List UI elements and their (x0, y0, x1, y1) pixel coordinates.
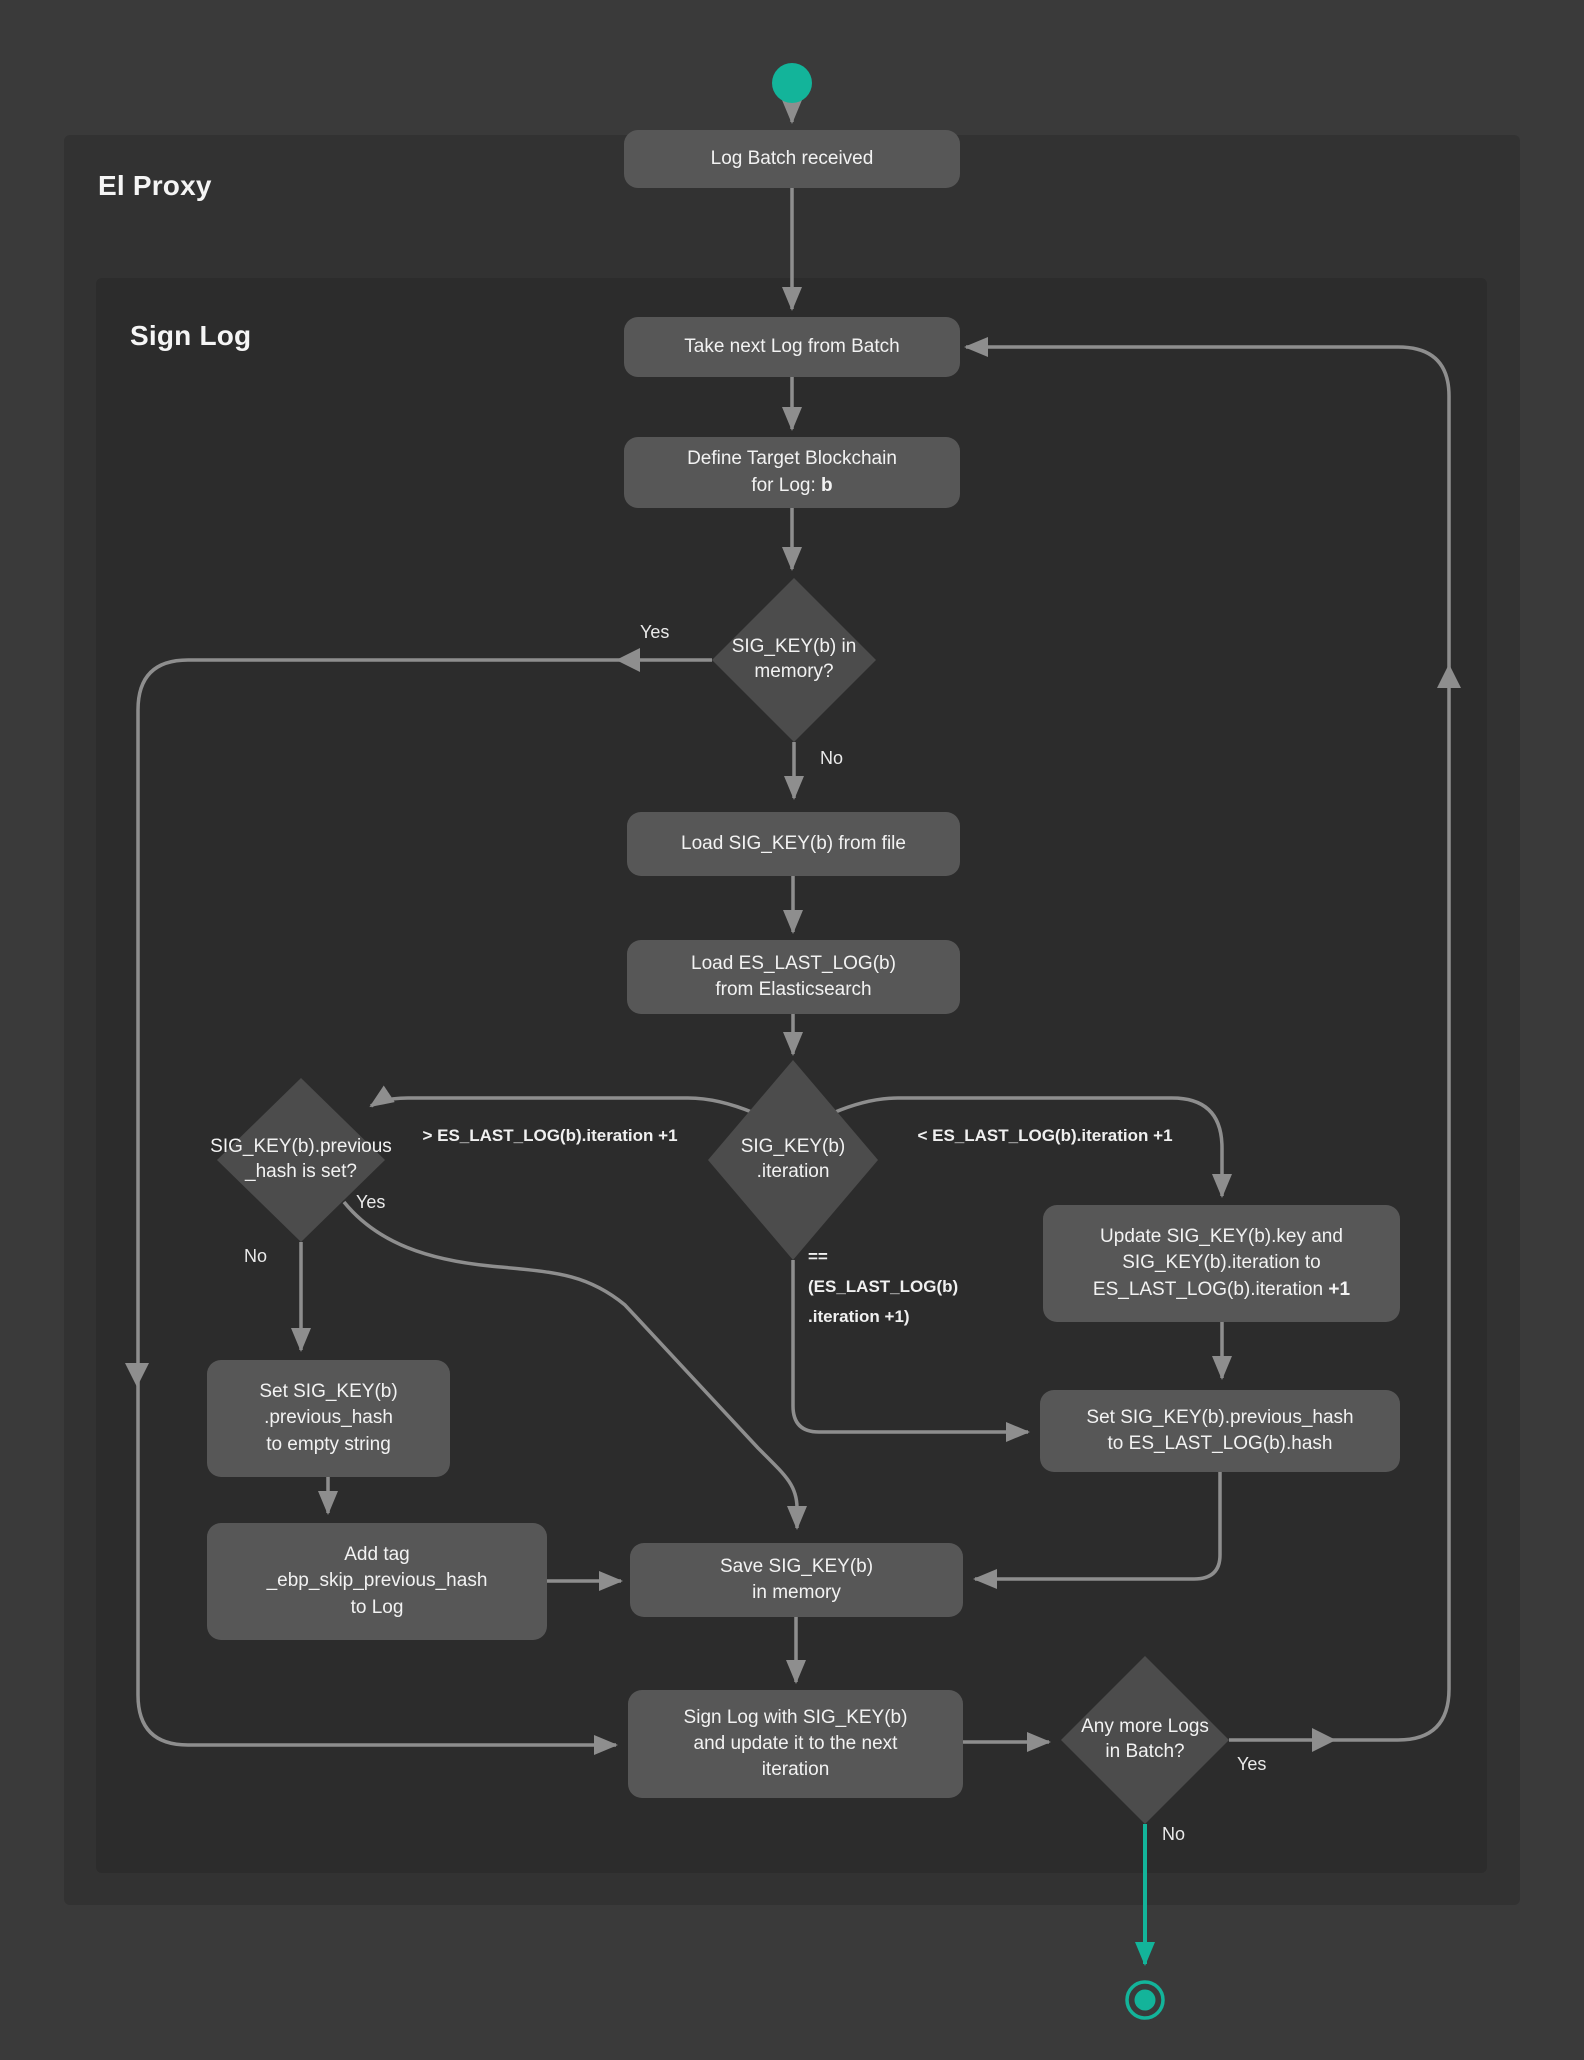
node-define-target-blockchain: Define Target Blockchain for Log: b (624, 437, 960, 508)
label-d4-yes: Yes (1237, 1754, 1267, 1774)
start-node (772, 63, 812, 103)
edge-setprev-to-save (975, 1472, 1220, 1579)
node-save-sigkey-memory: Save SIG_KEY(b) in memory (630, 1543, 963, 1617)
decision-text-any-more-logs: Any more Logs in Batch? (1081, 1716, 1209, 1763)
label-d2-equal: == (ES_LAST_LOG(b) .iteration +1) (808, 1247, 959, 1326)
node-set-prevhash-eslast: Set SIG_KEY(b).previous_hash to ES_LAST_LOG(b).hash (1040, 1390, 1400, 1472)
label-d1-no: No (820, 748, 844, 768)
label-d2-less: < ES_LAST_LOG(b).iteration +1 (917, 1126, 1173, 1145)
end-node (1127, 1982, 1163, 2018)
label-d4-no: No (1162, 1824, 1186, 1844)
el-proxy-title: El Proxy (98, 170, 212, 201)
sign-log-title: Sign Log (130, 320, 252, 351)
mid-arrow-up-icon (1437, 664, 1461, 688)
decision-text-sigkey-in-memory: SIG_KEY(b) in memory? (731, 636, 857, 683)
mid-arrow-right-icon (1312, 1728, 1336, 1752)
label-d3-yes: Yes (356, 1192, 386, 1212)
edge-d2-greater (371, 1098, 754, 1113)
node-load-sigkey-file: Load SIG_KEY(b) from file (627, 812, 960, 876)
edge-d4-yes-loop (966, 347, 1449, 1740)
mid-arrow-left-icon (616, 648, 640, 672)
node-set-prevhash-empty: Set SIG_KEY(b) .previous_hash to empty string (207, 1360, 450, 1477)
mid-arrow-down-icon (125, 1363, 149, 1387)
node-log-batch-received: Log Batch received (624, 130, 960, 188)
decision-text-prevhash-set: SIG_KEY(b).previous _hash is set? (210, 1136, 392, 1183)
node-take-next-log: Take next Log from Batch (624, 317, 960, 377)
node-load-es-last-log: Load ES_LAST_LOG(b) from Elasticsearch (627, 940, 960, 1014)
node-update-sigkey: Update SIG_KEY(b).key and SIG_KEY(b).iteration to ES_LAST_LOG(b).iteration +1 (1043, 1205, 1400, 1322)
node-add-tag-skip-prevhash: Add tag _ebp_skip_previous_hash to Log (207, 1523, 547, 1640)
decision-text-sigkey-iteration: SIG_KEY(b) .iteration (740, 1136, 846, 1183)
label-d2-greater: > ES_LAST_LOG(b).iteration +1 (422, 1126, 678, 1145)
label-d3-no: No (244, 1246, 268, 1266)
label-d1-yes: Yes (640, 622, 670, 642)
node-sign-log: Sign Log with SIG_KEY(b) and update it to the next iteration (628, 1690, 963, 1798)
